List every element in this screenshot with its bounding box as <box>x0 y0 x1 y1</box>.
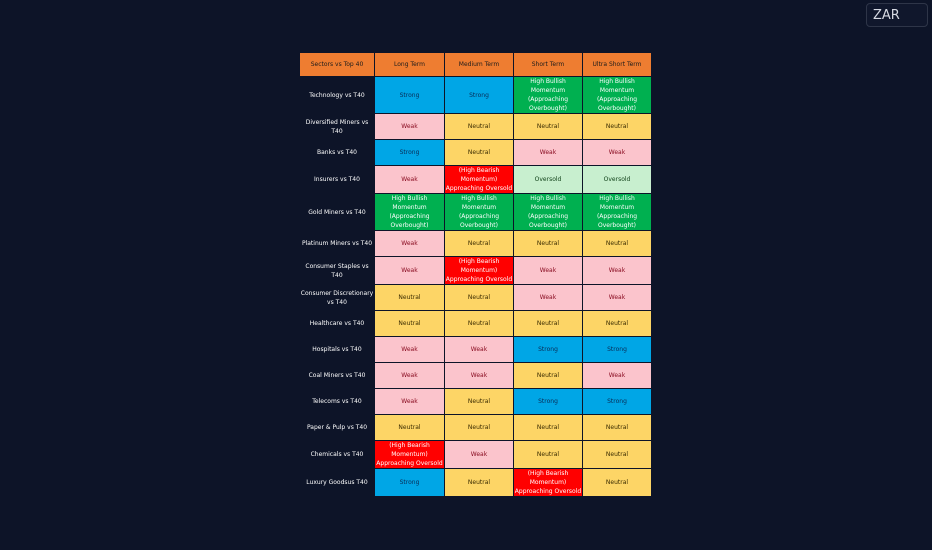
symbol-text: ZAR <box>873 8 900 23</box>
signal-cell: Weak <box>375 363 445 389</box>
header-sectors: Sectors vs Top 40 <box>300 53 375 77</box>
signal-cell: Neutral <box>583 114 652 140</box>
signal-cell: Neutral <box>514 311 583 337</box>
table-row <box>300 77 652 114</box>
signal-cell: Weak <box>375 166 445 194</box>
signal-cell: Weak <box>583 363 652 389</box>
table-row <box>300 257 652 285</box>
signal-cell: Weak <box>583 140 652 166</box>
sector-label: Luxury Goodsus T40 <box>300 469 375 497</box>
signal-cell: Neutral <box>445 114 514 140</box>
signal-cell: Strong <box>445 77 514 114</box>
table-row <box>300 389 652 415</box>
sector-label: Coal Miners vs T40 <box>300 363 375 389</box>
signal-cell: Weak <box>514 257 583 285</box>
signal-cell: High Bullish Momentum (Approaching Overbought) <box>445 194 514 231</box>
signal-cell: High Bullish Momentum (Approaching Overbought) <box>375 194 445 231</box>
header-short-term: Short Term <box>514 53 583 77</box>
signal-cell: Oversold <box>514 166 583 194</box>
signal-cell: Strong <box>514 337 583 363</box>
signal-cell: Weak <box>375 389 445 415</box>
signal-cell: Neutral <box>583 441 652 469</box>
signal-cell: Weak <box>375 231 445 257</box>
signal-cell: Neutral <box>445 415 514 441</box>
signal-cell: Weak <box>445 337 514 363</box>
table-row <box>300 337 652 363</box>
sector-label: Platinum Miners vs T40 <box>300 231 375 257</box>
table-row <box>300 194 652 231</box>
table-row <box>300 166 652 194</box>
signal-cell: Weak <box>583 285 652 311</box>
sector-label: Hospitals vs T40 <box>300 337 375 363</box>
sector-label: Consumer Discretionary vs T40 <box>300 285 375 311</box>
table-row <box>300 363 652 389</box>
signal-cell: High Bullish Momentum (Approaching Overbought) <box>514 194 583 231</box>
header-medium-term: Medium Term <box>445 53 514 77</box>
signal-cell: Neutral <box>583 231 652 257</box>
signal-cell: Weak <box>375 257 445 285</box>
sector-label: Technology vs T40 <box>300 77 375 114</box>
signal-cell: Weak <box>445 441 514 469</box>
signal-cell: Neutral <box>375 311 445 337</box>
sector-label: Insurers vs T40 <box>300 166 375 194</box>
sector-label: Paper & Pulp vs T40 <box>300 415 375 441</box>
sector-label: Banks vs T40 <box>300 140 375 166</box>
signal-cell: High Bullish Momentum (Approaching Overbought) <box>583 194 652 231</box>
signal-cell: Strong <box>375 140 445 166</box>
signal-cell: High Bullish Momentum (Approaching Overbought) <box>583 77 652 114</box>
table-row <box>300 285 652 311</box>
signal-cell: Weak <box>445 363 514 389</box>
signal-cell: (High Bearish Momentum) Approaching Oversold <box>445 167 513 192</box>
signal-cell: Neutral <box>514 415 583 441</box>
signal-cell: Neutral <box>445 140 514 166</box>
sector-label: Telecoms vs T40 <box>300 389 375 415</box>
signal-cell: Strong <box>375 77 445 114</box>
signal-cell: Neutral <box>375 285 445 311</box>
signal-cell: Neutral <box>514 231 583 257</box>
signal-cell: Neutral <box>583 415 652 441</box>
signal-cell: Neutral <box>583 469 652 497</box>
signal-cell: Neutral <box>375 415 445 441</box>
symbol-search-box[interactable] <box>866 3 928 27</box>
signal-cell: Weak <box>375 337 445 363</box>
signal-cell: Neutral <box>514 114 583 140</box>
header-long-term: Long Term <box>375 53 445 77</box>
signal-cell: Neutral <box>445 311 514 337</box>
sector-label: Gold Miners vs T40 <box>300 194 375 231</box>
signal-cell: Weak <box>583 257 652 285</box>
signal-cell: Neutral <box>445 285 514 311</box>
signal-cell: Strong <box>375 469 445 497</box>
table-row <box>300 469 652 497</box>
header-ultra-short-term: Ultra Short Term <box>583 53 652 77</box>
sector-label: Healthcare vs T40 <box>300 311 375 337</box>
signal-cell: Neutral <box>445 389 514 415</box>
table-row <box>300 114 652 140</box>
signal-cell: Neutral <box>514 363 583 389</box>
table-row <box>300 140 652 166</box>
signal-cell: Strong <box>514 389 583 415</box>
signal-cell: High Bullish Momentum (Approaching Overbought) <box>514 77 583 114</box>
signal-cell: (High Bearish Momentum) Approaching Oversold <box>445 258 513 283</box>
table-row <box>300 311 652 337</box>
signal-cell: Neutral <box>445 469 514 497</box>
signal-cell: Neutral <box>445 231 514 257</box>
signal-cell: Neutral <box>583 311 652 337</box>
table-header-row <box>300 53 652 77</box>
signal-cell: Strong <box>583 389 652 415</box>
table-row <box>300 441 652 469</box>
table-row <box>300 231 652 257</box>
signal-cell: Weak <box>514 285 583 311</box>
sector-label: Consumer Staples vs T40 <box>300 257 375 285</box>
table-row <box>300 415 652 441</box>
signal-cell: Neutral <box>514 441 583 469</box>
signal-cell: (High Bearish Momentum) Approaching Oversold <box>514 470 582 495</box>
signal-cell: Strong <box>583 337 652 363</box>
signal-cell: Oversold <box>583 166 652 194</box>
sector-strength-table <box>299 52 652 497</box>
signal-cell: (High Bearish Momentum) Approaching Oversold <box>376 442 443 467</box>
signal-cell: Weak <box>375 114 445 140</box>
sector-label: Chemicals vs T40 <box>300 441 375 469</box>
signal-cell: Weak <box>514 140 583 166</box>
sector-label: Diversified Miners vs T40 <box>300 114 375 140</box>
